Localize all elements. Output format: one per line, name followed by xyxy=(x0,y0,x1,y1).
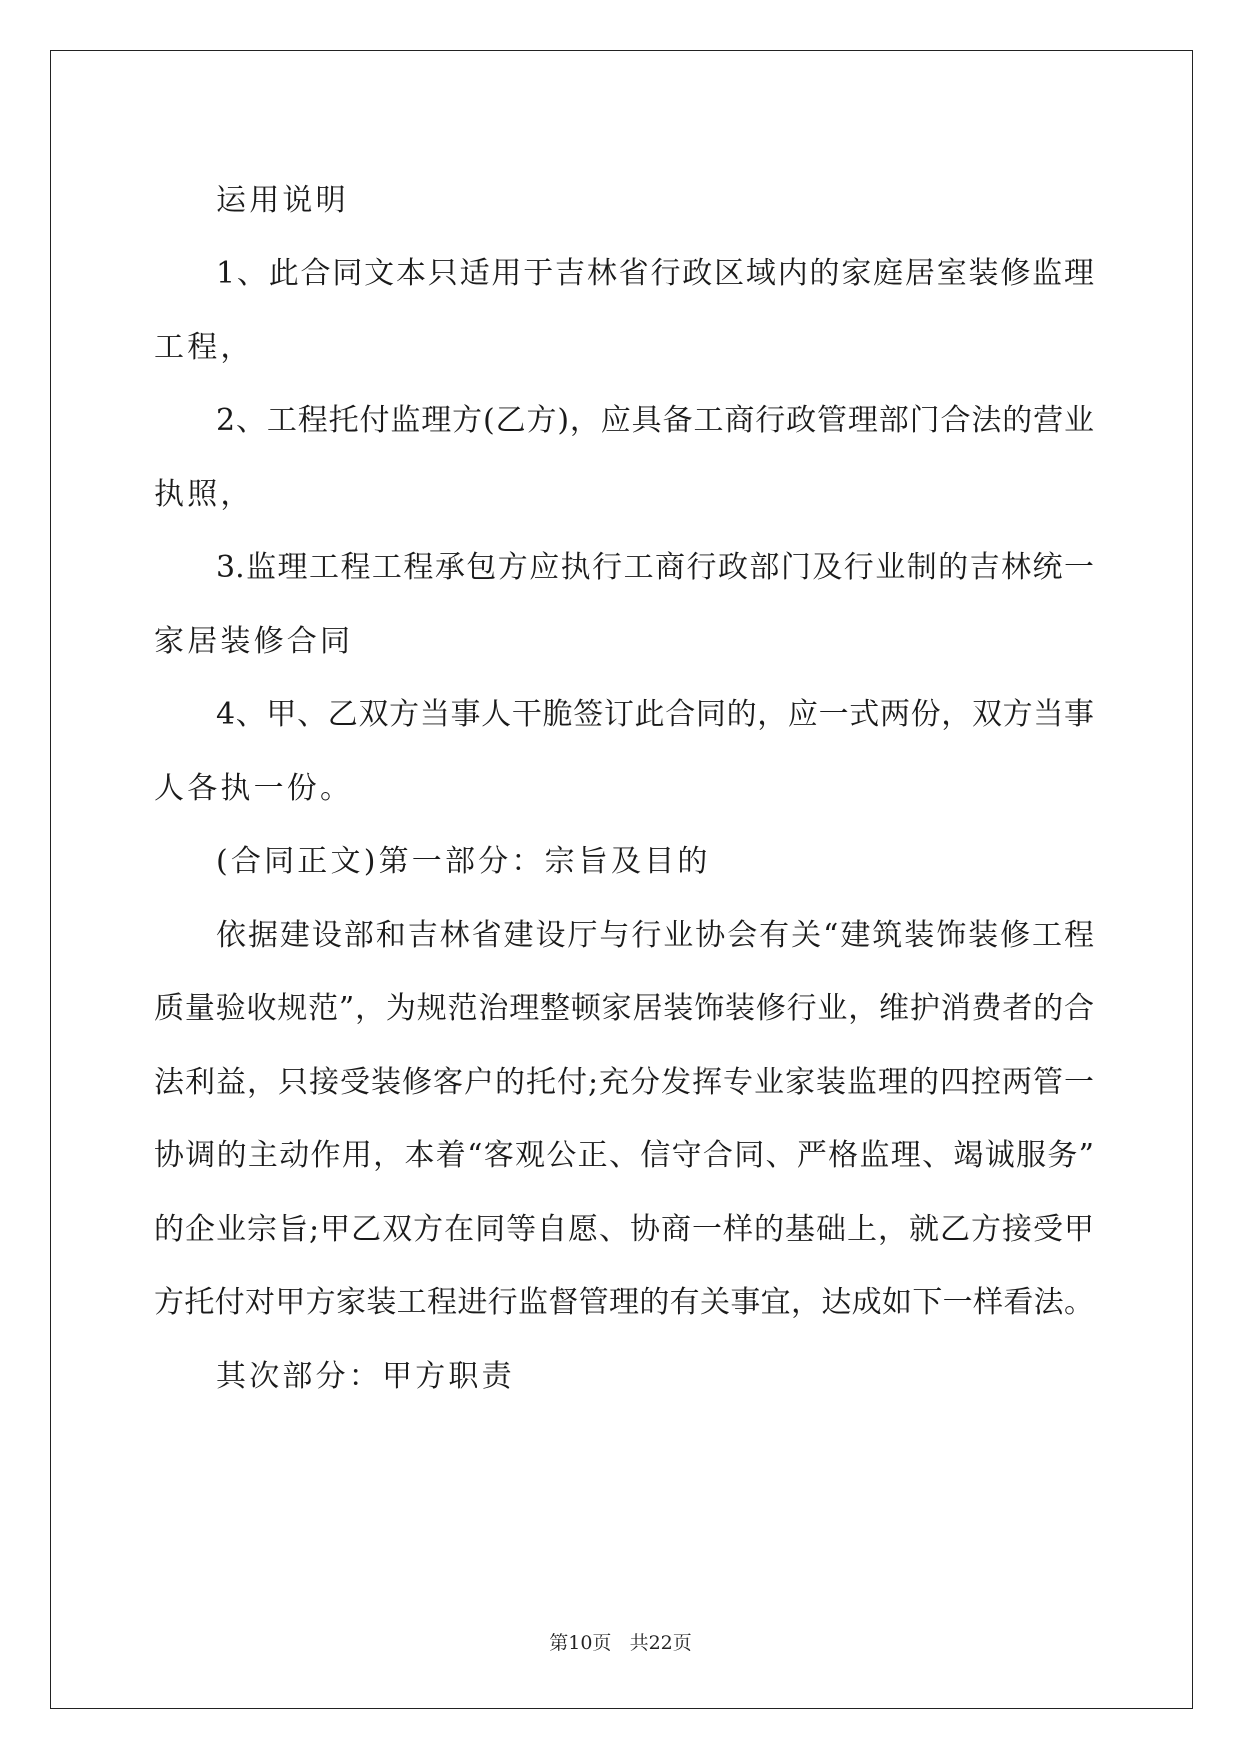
text-line-4: 2、工程托付监理方(乙方)，应具备工商行政管理部门合法的营业 xyxy=(216,403,1094,438)
text-line-7: 家居装修合同 xyxy=(154,624,354,659)
text-line-13: 法利益，只接受装修客户的托付;充分发挥专业家装监理的四控两管一 xyxy=(154,1065,1094,1100)
text-line-17: 其次部分：甲方职责 xyxy=(216,1359,515,1394)
document-body xyxy=(154,160,1094,1580)
text-line-10: (合同正文)第一部分：宗旨及目的 xyxy=(216,844,711,879)
text-line-6: 3.监理工程工程承包方应执行工商行政部门及行业制的吉林统一 xyxy=(216,550,1094,585)
text-line-3: 工程， xyxy=(154,330,254,365)
text-line-11: 依据建设部和吉林省建设厅与行业协会有关“建筑装饰装修工程 xyxy=(216,918,1094,953)
text-line-8: 4、甲、乙双方当事人干脆签订此合同的，应一式两份，双方当事 xyxy=(216,697,1094,732)
text-line-16: 方托付对甲方家装工程进行监督管理的有关事宜，达成如下一样看法。 xyxy=(154,1285,1094,1320)
text-line-2: 1、此合同文本只适用于吉林省行政区域内的家庭居室装修监理 xyxy=(216,256,1094,291)
page-footer xyxy=(0,1628,1241,1655)
text-line-1: 运用说明 xyxy=(216,183,349,218)
text-line-9: 人各执一份。 xyxy=(154,771,354,806)
text-line-5: 执照， xyxy=(154,477,254,512)
page-number: 第10页 xyxy=(549,1632,612,1654)
text-line-14: 协调的主动作用，本着“客观公正、信守合同、严格监理、竭诚服务” xyxy=(154,1138,1094,1173)
text-line-15: 的企业宗旨;甲乙双方在同等自愿、协商一样的基础上，就乙方接受甲 xyxy=(154,1212,1094,1247)
text-line-12: 质量验收规范”，为规范治理整顿家居装饰装修行业，维护消费者的合 xyxy=(154,991,1094,1026)
page-total: 共22页 xyxy=(629,1632,692,1654)
